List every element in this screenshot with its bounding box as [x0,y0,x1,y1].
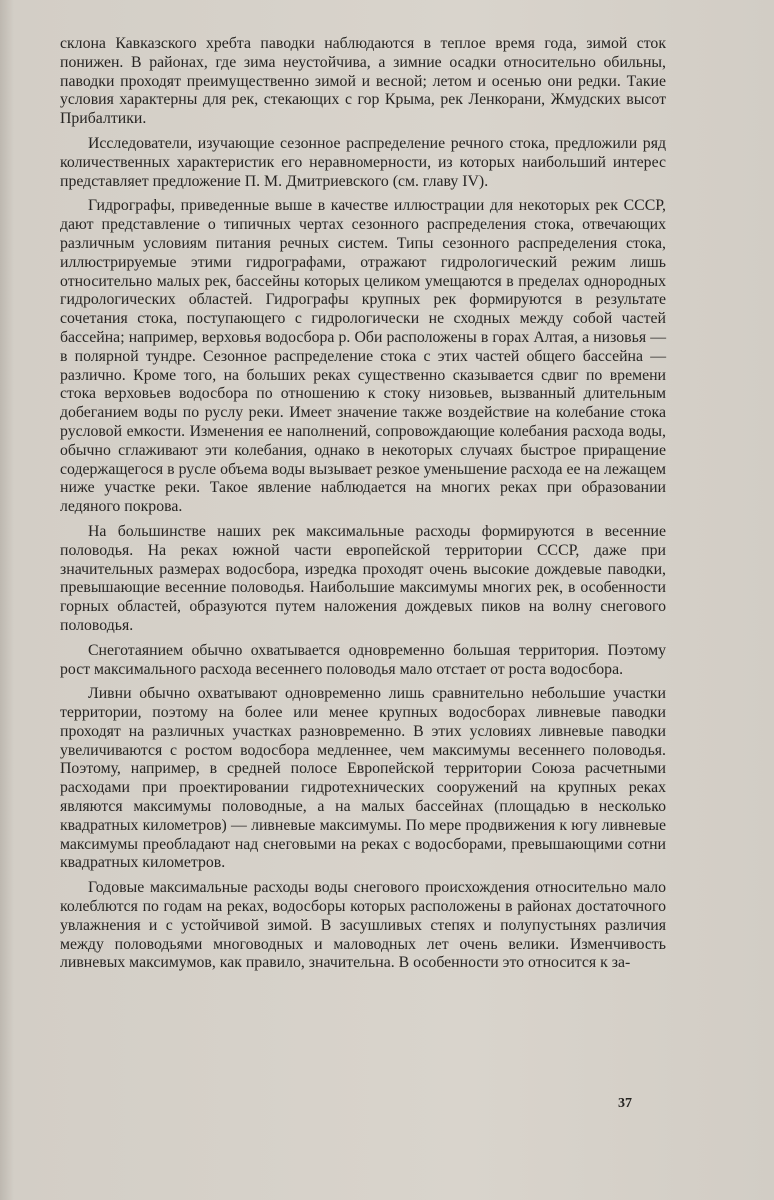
paragraph-7: Годовые максимальные расходы воды снегового происхождения относительно мало колеблются по годам на реках, водосборы которых расположены в районах достаточного увлажнения и с устойчивой зимой. В засушливых степях и полупустынях различия между половодьями многоводных и маловодных лет очень велики. Изменчивость ливневых максимумов, как правило, значительна. В особенности это относится к за- [60,879,666,972]
paragraph-4: На большинстве наших рек максимальные расходы формируются в весенние половодья. На реках южной части европейской территории СССР, даже при значительных размерах водосбора, изредка проходят очень высокие дождевые паводки, превышающие весенние половодья. Наибольшие максимумы многих рек, в особенности горных областей, образуются путем наложения дождевых пиков на волну снегового половодья. [60,522,666,634]
paragraph-5: Снеготаянием обычно охватывается одновременно большая территория. Поэтому рост максимального расхода весеннего половодья мало отстает от роста водосбора. [60,641,666,678]
paragraph-6: Ливни обычно охватывают одновременно лишь сравнительно небольшие участки территории, поэтому на более или менее крупных водосборах ливневые паводки проходят на различных участках разновременно. В этих условиях ливневые паводки увеличиваются с ростом водосбора медленнее, чем максимумы весеннего половодья. Поэтому, например, в средней полосе Европейской территории Союза расчетными расходами при проектировании гидротехнических сооружений на крупных реках являются максимумы половодные, а на малых бассейнах (площадью в несколько квадратных километров) — ливневые максимумы. По мере продвижения к югу ливневые максимумы преобладают над снеговыми на реках с водосборами, превышающими сотни квадратных километров. [60,685,666,872]
body-text [60,35,666,979]
paragraph-2: Исследователи, изучающие сезонное распределение речного стока, предложили ряд количественных характеристик его неравномерности, из которых наибольший интерес представляет предложение П. М. Дмитриевского (см. главу IV). [60,134,666,190]
page-number: 37 [618,1096,632,1111]
paragraph-1: склона Кавказского хребта паводки наблюдаются в теплое время года, зимой сток понижен. В районах, где зима неустойчива, а зимние осадки относительно обильны, паводки проходят преимущественно зимой и весной; летом и осенью они редки. Такие условия характерны для рек, стекающих с гор Крыма, рек Ленкорани, Жмудских высот Прибалтики. [60,35,666,128]
paragraph-3: Гидрографы, приведенные выше в качестве иллюстрации для некоторых рек СССР, дают представление о типичных чертах сезонного распределения стока, отвечающих различным условиям питания речных систем. Типы сезонного распределения стока, иллюстрируемые этими гидрографами, отражают гидрологический режим лишь относительно малых рек, бассейны которых целиком умещаются в пределах однородных гидрологических областей. Гидрографы крупных рек формируются в результате сочетания стока, поступающего с гидрологически не сходных между собой частей бассейна; например, верховья водосбора р. Оби расположены в горах Алтая, а низовья — в полярной тундре. Сезонное распределение стока с этих частей общего бассейна — различно. Кроме того, на больших реках существенно сказывается сдвиг по времени стока верховьев водосбора по отношению к стоку низовьев, вызванный длительным добеганием воды по руслу реки. Имеет значение также воздействие на колебание стока русловой емкости. Изменения ее наполнений, сопровождающие колебания расхода воды, обычно сглаживают эти колебания, однако в некоторых случаях быстрое приращение содержащегося в русле объема воды вызывает резкое уменьшение расхода ее на лежащем ниже участке реки. Такое явление наблюдается на многих реках при образовании ледяного покрова. [60,197,666,516]
